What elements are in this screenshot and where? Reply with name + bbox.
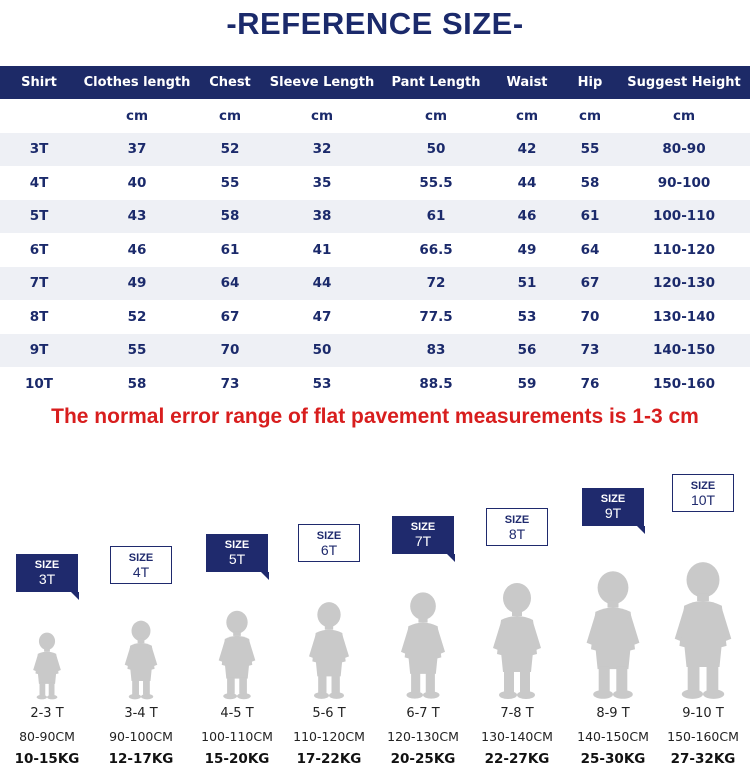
size-column: [190, 0, 284, 779]
table-cell: 6T: [0, 233, 78, 267]
size-column: [376, 0, 470, 779]
table-cell: 64: [196, 267, 264, 301]
table-cell: 73: [562, 334, 618, 368]
table-cell: 88.5: [380, 367, 492, 401]
size-tag: [582, 488, 644, 526]
table-cell: 130-140: [618, 300, 750, 334]
table-cell: 50: [380, 133, 492, 167]
table-cell: 70: [196, 334, 264, 368]
column-header: Suggest Height: [618, 66, 750, 99]
weight-label: 12-17KG: [108, 751, 174, 767]
height-label: 100-110CM: [201, 729, 273, 744]
table-cell: 58: [562, 166, 618, 200]
table-cell: 47: [264, 300, 380, 334]
height-label: 90-100CM: [109, 729, 173, 744]
unit-cell: cm: [78, 99, 196, 133]
size-tag-value: 8T: [508, 526, 526, 542]
unit-cell: cm: [380, 99, 492, 133]
height-label: 120-130CM: [387, 729, 459, 744]
table-cell: 100-110: [618, 200, 750, 234]
height-label: 140-150CM: [577, 729, 649, 744]
table-cell: 50: [264, 334, 380, 368]
table-cell: 51: [492, 267, 562, 301]
table-cell: 44: [264, 267, 380, 301]
size-tag-label: SIZE: [410, 521, 436, 533]
table-cell: 83: [380, 334, 492, 368]
table-cell: 35: [264, 166, 380, 200]
age-label: 5-6 T: [312, 706, 346, 721]
column-header: Waist: [492, 66, 562, 99]
column-header: Hip: [562, 66, 618, 99]
table-cell: 67: [196, 300, 264, 334]
size-tag-value: 4T: [132, 564, 150, 580]
table-cell: 3T: [0, 133, 78, 167]
column-header: Shirt: [0, 66, 78, 99]
table-cell: 80-90: [618, 133, 750, 167]
table-cell: 59: [492, 367, 562, 401]
table-cell: 4T: [0, 166, 78, 200]
size-tag-label: SIZE: [600, 493, 626, 505]
size-tag: [16, 554, 78, 592]
table-cell: 76: [562, 367, 618, 401]
table-cell: 56: [492, 334, 562, 368]
unit-cell: cm: [618, 99, 750, 133]
size-column: [282, 0, 376, 779]
size-tag-value: 10T: [690, 492, 716, 508]
weight-label: 20-25KG: [390, 751, 456, 767]
size-tag: [486, 508, 548, 546]
table-cell: 43: [78, 200, 196, 234]
table-cell: 9T: [0, 334, 78, 368]
size-tag-value: 3T: [38, 571, 56, 587]
tag-corner: [261, 572, 269, 580]
page-title: -REFERENCE SIZE-: [226, 6, 524, 41]
table-cell: 55: [562, 133, 618, 167]
table-cell: 46: [492, 200, 562, 234]
child-silhouette-icon: [580, 570, 646, 700]
tag-corner: [637, 526, 645, 534]
child-silhouette-icon: [396, 591, 451, 700]
table-cell: 72: [380, 267, 492, 301]
table-cell: 67: [562, 267, 618, 301]
table-cell: 53: [492, 300, 562, 334]
table-cell: 49: [78, 267, 196, 301]
table-cell: 52: [78, 300, 196, 334]
size-column: [470, 0, 564, 779]
table-cell: 61: [196, 233, 264, 267]
height-label: 110-120CM: [293, 729, 365, 744]
size-tag: [298, 524, 360, 562]
table-cell: 40: [78, 166, 196, 200]
table-cell: 73: [196, 367, 264, 401]
size-tag-value: 9T: [604, 505, 622, 521]
age-label: 6-7 T: [406, 706, 440, 721]
weight-label: 27-32KG: [670, 751, 736, 767]
age-label: 2-3 T: [30, 706, 64, 721]
table-cell: 42: [492, 133, 562, 167]
height-label: 80-90CM: [19, 729, 75, 744]
weight-label: 10-15KG: [14, 751, 80, 767]
size-tag-label: SIZE: [34, 559, 60, 571]
measurement-error-note: The normal error range of flat pavement measurements is 1-3 cm: [51, 405, 699, 428]
weight-label: 22-27KG: [484, 751, 550, 767]
weight-label: 25-30KG: [580, 751, 646, 767]
table-cell: 41: [264, 233, 380, 267]
table-cell: 70: [562, 300, 618, 334]
height-label: 130-140CM: [481, 729, 553, 744]
table-cell: 55: [196, 166, 264, 200]
table-cell: 53: [264, 367, 380, 401]
table-cell: 77.5: [380, 300, 492, 334]
size-tag-label: SIZE: [690, 480, 716, 492]
unit-cell: cm: [264, 99, 380, 133]
size-tag-label: SIZE: [316, 530, 342, 542]
size-tag-label: SIZE: [224, 539, 250, 551]
size-column: [94, 0, 188, 779]
size-column: [656, 0, 750, 779]
table-cell: 58: [196, 200, 264, 234]
table-cell: 32: [264, 133, 380, 167]
table-cell: 52: [196, 133, 264, 167]
age-label: 4-5 T: [220, 706, 254, 721]
unit-cell: cm: [492, 99, 562, 133]
table-cell: 44: [492, 166, 562, 200]
table-cell: 7T: [0, 267, 78, 301]
size-tag: [206, 534, 268, 572]
tag-corner: [447, 554, 455, 562]
column-header: Clothes length: [78, 66, 196, 99]
table-cell: 140-150: [618, 334, 750, 368]
table-cell: 38: [264, 200, 380, 234]
table-cell: 64: [562, 233, 618, 267]
child-silhouette-icon: [214, 610, 260, 700]
table-cell: 61: [562, 200, 618, 234]
size-tag-value: 6T: [320, 542, 338, 558]
age-label: 9-10 T: [682, 706, 724, 721]
table-cell: 61: [380, 200, 492, 234]
table-cell: 66.5: [380, 233, 492, 267]
table-cell: 49: [492, 233, 562, 267]
tag-corner: [71, 592, 79, 600]
height-label: 150-160CM: [667, 729, 739, 744]
table-cell: 150-160: [618, 367, 750, 401]
column-header: Chest: [196, 66, 264, 99]
table-cell: 10T: [0, 367, 78, 401]
table-cell: 120-130: [618, 267, 750, 301]
table-cell: 55.5: [380, 166, 492, 200]
column-header: Sleeve Length: [264, 66, 380, 99]
table-cell: 55: [78, 334, 196, 368]
column-header: Pant Length: [380, 66, 492, 99]
size-tag: [392, 516, 454, 554]
child-silhouette-icon: [121, 620, 162, 700]
child-silhouette-icon: [668, 561, 739, 700]
table-cell: 46: [78, 233, 196, 267]
child-silhouette-icon: [487, 582, 547, 700]
size-tag-label: SIZE: [504, 514, 530, 526]
age-label: 3-4 T: [124, 706, 158, 721]
age-label: 8-9 T: [596, 706, 630, 721]
weight-label: 17-22KG: [296, 751, 362, 767]
size-tag-value: 5T: [228, 551, 246, 567]
age-label: 7-8 T: [500, 706, 534, 721]
table-cell: 37: [78, 133, 196, 167]
child-silhouette-icon: [304, 601, 354, 700]
table-cell: 110-120: [618, 233, 750, 267]
size-tag: [672, 474, 734, 512]
child-silhouette-icon: [30, 632, 65, 700]
weight-label: 15-20KG: [204, 751, 270, 767]
table-cell: 58: [78, 367, 196, 401]
size-tag-value: 7T: [414, 533, 432, 549]
size-column: [566, 0, 660, 779]
size-tag: [110, 546, 172, 584]
table-cell: 8T: [0, 300, 78, 334]
table-cell: 90-100: [618, 166, 750, 200]
size-column: [0, 0, 94, 779]
unit-cell: cm: [562, 99, 618, 133]
unit-cell: cm: [196, 99, 264, 133]
size-tag-label: SIZE: [128, 552, 154, 564]
table-cell: 5T: [0, 200, 78, 234]
